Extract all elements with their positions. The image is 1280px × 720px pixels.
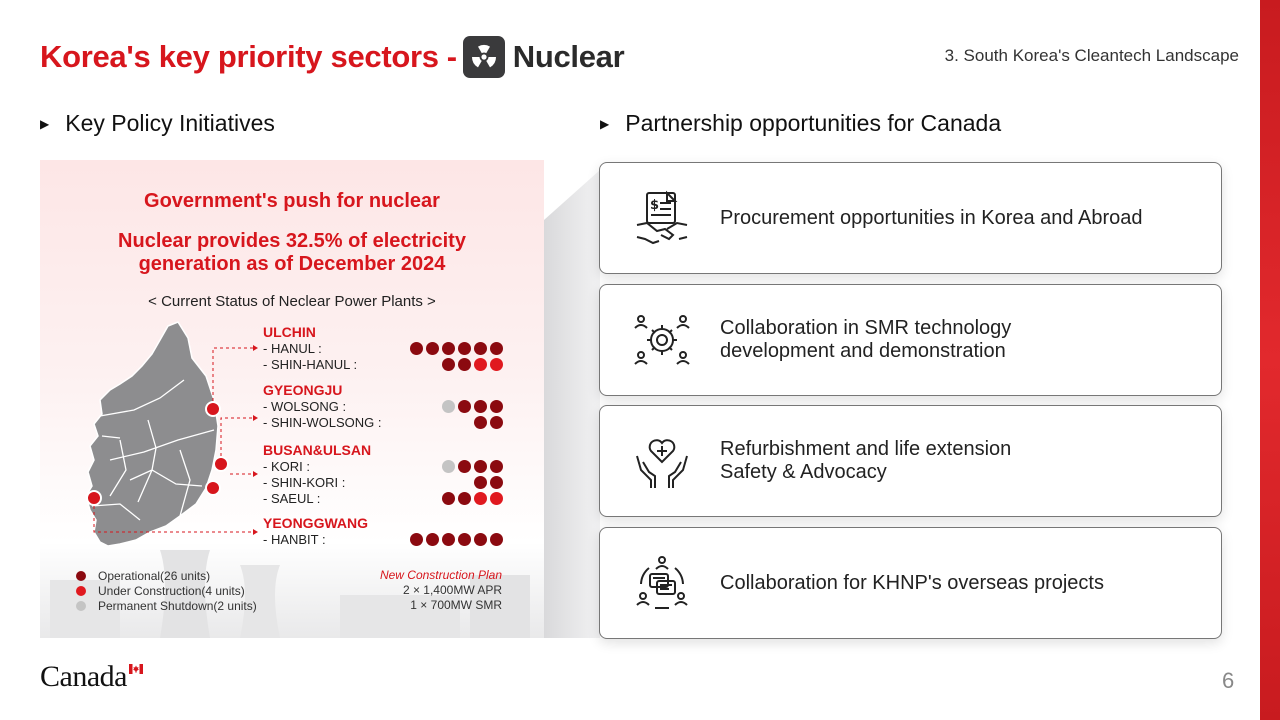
radiation-marker-icon bbox=[205, 401, 221, 417]
opportunity-card-smr bbox=[599, 284, 1222, 396]
canada-wordmark: Canada bbox=[40, 660, 143, 694]
opportunity-card-khnp bbox=[599, 527, 1222, 639]
new-construction-plan: New Construction Plan 2 × 1,400MW APR 1 × 700MW SMR bbox=[379, 568, 502, 612]
plant-status-legend bbox=[76, 568, 257, 613]
heart-hands-icon bbox=[632, 431, 692, 491]
unit-status-dot bbox=[474, 533, 487, 546]
legend-swatch bbox=[76, 571, 86, 581]
plant-row: - SAEUL : bbox=[263, 490, 503, 506]
brand-side-bar bbox=[1260, 0, 1280, 720]
card-text: Procurement opportunities in Korea and Abroad bbox=[720, 206, 1143, 229]
title-main: Korea's key priority sectors bbox=[40, 39, 439, 74]
opportunity-card-refurbishment bbox=[599, 405, 1222, 517]
radiation-marker-icon bbox=[213, 456, 229, 472]
subheading-policy-text: Key Policy Initiatives bbox=[65, 110, 275, 136]
unit-status-dot bbox=[442, 358, 455, 371]
unit-status-dot bbox=[458, 533, 471, 546]
plant-group-name: ULCHIN bbox=[263, 324, 316, 340]
unit-status-dot bbox=[458, 492, 471, 505]
unit-status-dot bbox=[410, 342, 423, 355]
opportunity-card-procurement bbox=[599, 162, 1222, 274]
card-text: Refurbishment and life extension Safety & Advocacy bbox=[720, 438, 1012, 483]
unit-status-dot bbox=[458, 400, 471, 413]
title-dash: - bbox=[446, 39, 457, 74]
unit-status-dot bbox=[490, 460, 503, 473]
legend-item-under-construction: Under Construction(4 units) bbox=[76, 583, 257, 598]
plant-row: - SHIN-WOLSONG : bbox=[263, 414, 503, 430]
unit-status-dot bbox=[490, 476, 503, 489]
legend-item-operational: Operational(26 units) bbox=[76, 568, 257, 583]
plant-group-name: BUSAN&ULSAN bbox=[263, 442, 372, 458]
unit-status-dot bbox=[474, 492, 487, 505]
gear-people-icon bbox=[632, 310, 692, 370]
unit-status-dot bbox=[458, 358, 471, 371]
radiation-marker-icon bbox=[86, 490, 102, 506]
unit-status-dot bbox=[474, 358, 487, 371]
plant-row: - KORI : bbox=[263, 458, 503, 474]
card-text: Collaboration for KHNP's overseas projects bbox=[720, 571, 1104, 594]
unit-status-dot bbox=[474, 416, 487, 429]
unit-status-dot bbox=[426, 342, 439, 355]
unit-status-dot bbox=[442, 400, 455, 413]
page-title bbox=[40, 36, 624, 78]
unit-status-dot bbox=[490, 400, 503, 413]
unit-status-dot bbox=[410, 533, 423, 546]
unit-status-dot bbox=[458, 460, 471, 473]
subheading-policy bbox=[40, 110, 275, 137]
unit-status-dot bbox=[474, 400, 487, 413]
people-chat-icon bbox=[632, 553, 692, 613]
unit-status-dot bbox=[490, 492, 503, 505]
canada-flag-icon bbox=[129, 664, 143, 674]
plant-group-ulchin bbox=[263, 324, 503, 372]
unit-status-dot bbox=[442, 342, 455, 355]
page-number: 6 bbox=[1222, 668, 1235, 693]
plant-row: - SHIN-KORI : bbox=[263, 474, 503, 490]
plant-group-gyeongju bbox=[263, 382, 503, 430]
unit-status-dot bbox=[474, 476, 487, 489]
unit-status-dot bbox=[442, 533, 455, 546]
subheading-partnership-text: Partnership opportunities for Canada bbox=[625, 110, 1002, 136]
panel-caption: < Current Status of Neclear Power Plants > bbox=[148, 293, 436, 310]
card-text: Collaboration in SMR technology development and demonstration bbox=[720, 317, 1012, 362]
subheading-partnership bbox=[600, 110, 1001, 137]
plant-group-name: GYEONGJU bbox=[263, 382, 343, 398]
plant-group-yeonggwang bbox=[263, 515, 503, 547]
panel-subheading: Nuclear provides 32.5% of electricity generation as of December 2024 bbox=[118, 230, 466, 275]
unit-status-dot bbox=[490, 342, 503, 355]
nuclear-infographic bbox=[40, 160, 544, 638]
radiation-icon bbox=[463, 36, 505, 78]
unit-status-dot bbox=[442, 492, 455, 505]
plant-group-busan-ulsan bbox=[263, 442, 503, 506]
radiation-marker-icon bbox=[205, 480, 221, 496]
plant-row: - HANBIT : bbox=[263, 531, 503, 547]
unit-status-dot bbox=[426, 533, 439, 546]
section-tag: 3. South Korea's Cleantech Landscape bbox=[944, 46, 1239, 65]
panel-connector bbox=[544, 160, 600, 638]
svg-text:$: $ bbox=[650, 198, 660, 213]
unit-status-dot bbox=[474, 460, 487, 473]
contract-handshake-icon bbox=[632, 188, 692, 248]
plant-group-name: YEONGGWANG bbox=[263, 515, 369, 531]
unit-status-dot bbox=[490, 533, 503, 546]
unit-status-dot bbox=[490, 416, 503, 429]
unit-status-dot bbox=[474, 342, 487, 355]
plant-row: - SHIN-HANUL : bbox=[263, 356, 503, 372]
plant-row: - WOLSONG : bbox=[263, 398, 503, 414]
legend-swatch bbox=[76, 586, 86, 596]
unit-status-dot bbox=[442, 460, 455, 473]
panel-heading: Government's push for nuclear bbox=[144, 190, 440, 212]
title-sector: Nuclear bbox=[512, 39, 625, 74]
bullet-triangle-icon: ▶ bbox=[600, 116, 610, 131]
legend-item-shutdown: Permanent Shutdown(2 units) bbox=[76, 598, 257, 613]
unit-status-dot bbox=[490, 358, 503, 371]
plant-row: - HANUL : bbox=[263, 340, 503, 356]
legend-swatch bbox=[76, 601, 86, 611]
bullet-triangle-icon: ▶ bbox=[40, 116, 50, 131]
unit-status-dot bbox=[458, 342, 471, 355]
